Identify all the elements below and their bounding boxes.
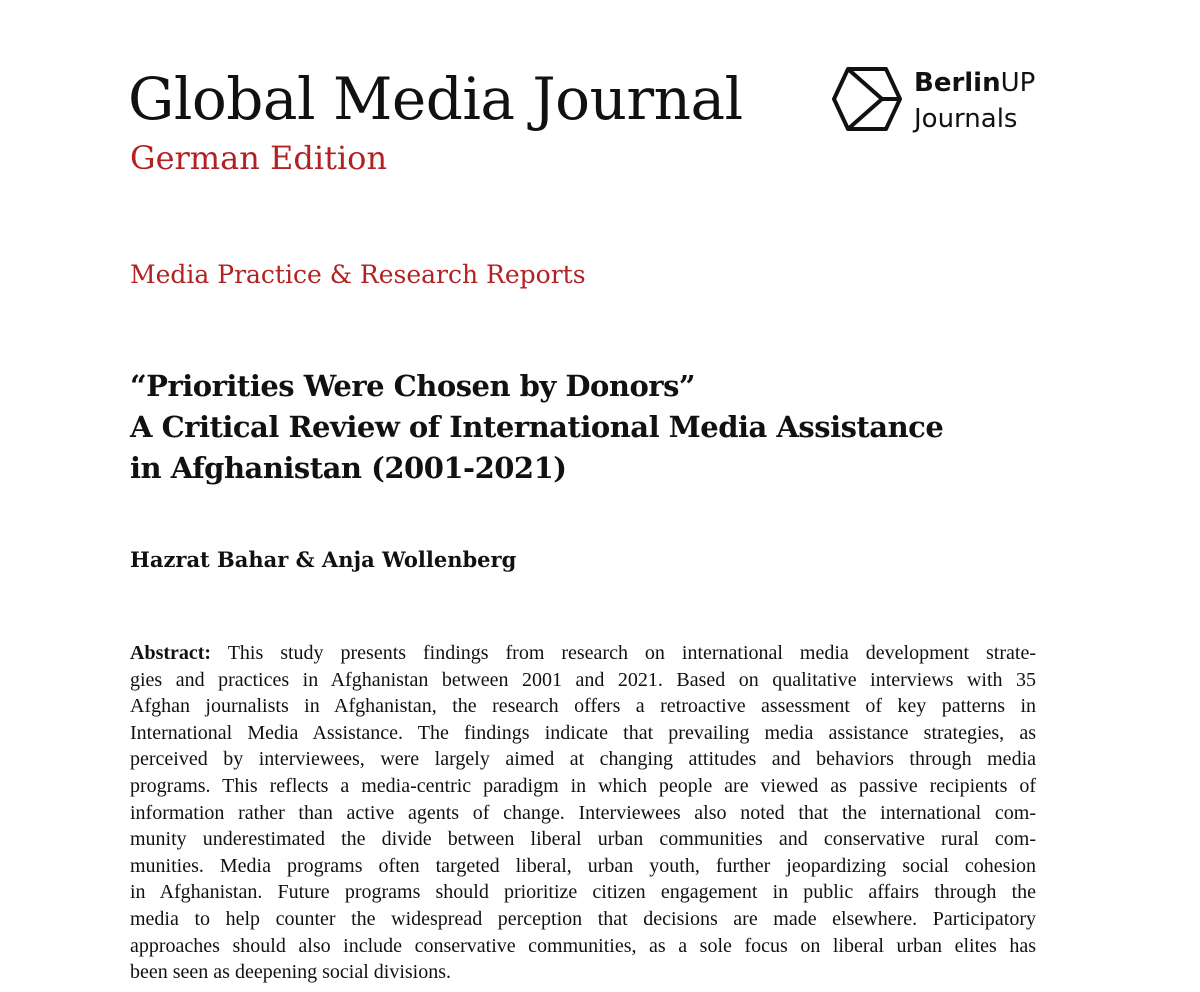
section-label: Media Practice & Research Reports bbox=[130, 260, 586, 289]
abstract-line: been seen as deepening social divisions. bbox=[130, 961, 452, 984]
abstract-line: munities. Media programs often targeted liberal, urban youth, further jeopardizing social cohesion bbox=[130, 854, 1036, 877]
abstract-line: media to help counter the widespread perception that decisions are made elsewhere. Participatory bbox=[130, 907, 1036, 930]
publisher-logo bbox=[832, 66, 1052, 136]
abstract bbox=[130, 640, 1036, 986]
berlinup-logo-icon bbox=[832, 66, 902, 132]
abstract-line: gies and practices in Afghanistan between 2001 and 2021. Based on qualitative interviews with 35 bbox=[130, 668, 1036, 691]
abstract-label: Abstract: bbox=[130, 642, 212, 664]
abstract-line bbox=[130, 640, 1036, 667]
logo-name-rest: UP bbox=[1000, 68, 1036, 98]
article-title-line: “Priorities Were Chosen by Donors” bbox=[130, 369, 696, 403]
abstract-line: programs. This reflects a media-centric paradigm in which people are viewed as passive recipients of bbox=[130, 774, 1036, 797]
logo-name-bold: Berlin bbox=[914, 68, 1001, 98]
abstract-line: perceived by interviewees, were largely aimed at changing attitudes and behaviors through media bbox=[130, 748, 1036, 771]
abstract-line: information rather than active agents of change. Interviewees also noted that the international com- bbox=[130, 801, 1036, 824]
abstract-line: International Media Assistance. The findings indicate that prevailing media assistance strategies, as bbox=[130, 721, 1036, 744]
journal-subtitle: German Edition bbox=[130, 139, 388, 177]
abstract-line: in Afghanistan. Future programs should prioritize citizen engagement in public affairs through the bbox=[130, 881, 1036, 904]
article-title bbox=[130, 366, 943, 489]
journal-title: Global Media Journal bbox=[128, 65, 743, 133]
authors: Hazrat Bahar & Anja Wollenberg bbox=[130, 547, 517, 572]
abstract-line: munity underestimated the divide between liberal urban communities and conservative rural com- bbox=[130, 828, 1036, 851]
logo-journals: Journals bbox=[914, 104, 1018, 134]
article-title-line: in Afghanistan (2001-2021) bbox=[130, 451, 567, 485]
logo-wordmark bbox=[914, 70, 1035, 96]
article-title-line: A Critical Review of International Media Assistance bbox=[130, 410, 944, 444]
abstract-line: approaches should also include conservative communities, as a sole focus on liberal urban elites has bbox=[130, 934, 1036, 957]
abstract-text: This study presents findings from research on international media development strate- bbox=[211, 642, 1036, 664]
abstract-line: Afghan journalists in Afghanistan, the research offers a retroactive assessment of key patterns in bbox=[130, 695, 1036, 718]
